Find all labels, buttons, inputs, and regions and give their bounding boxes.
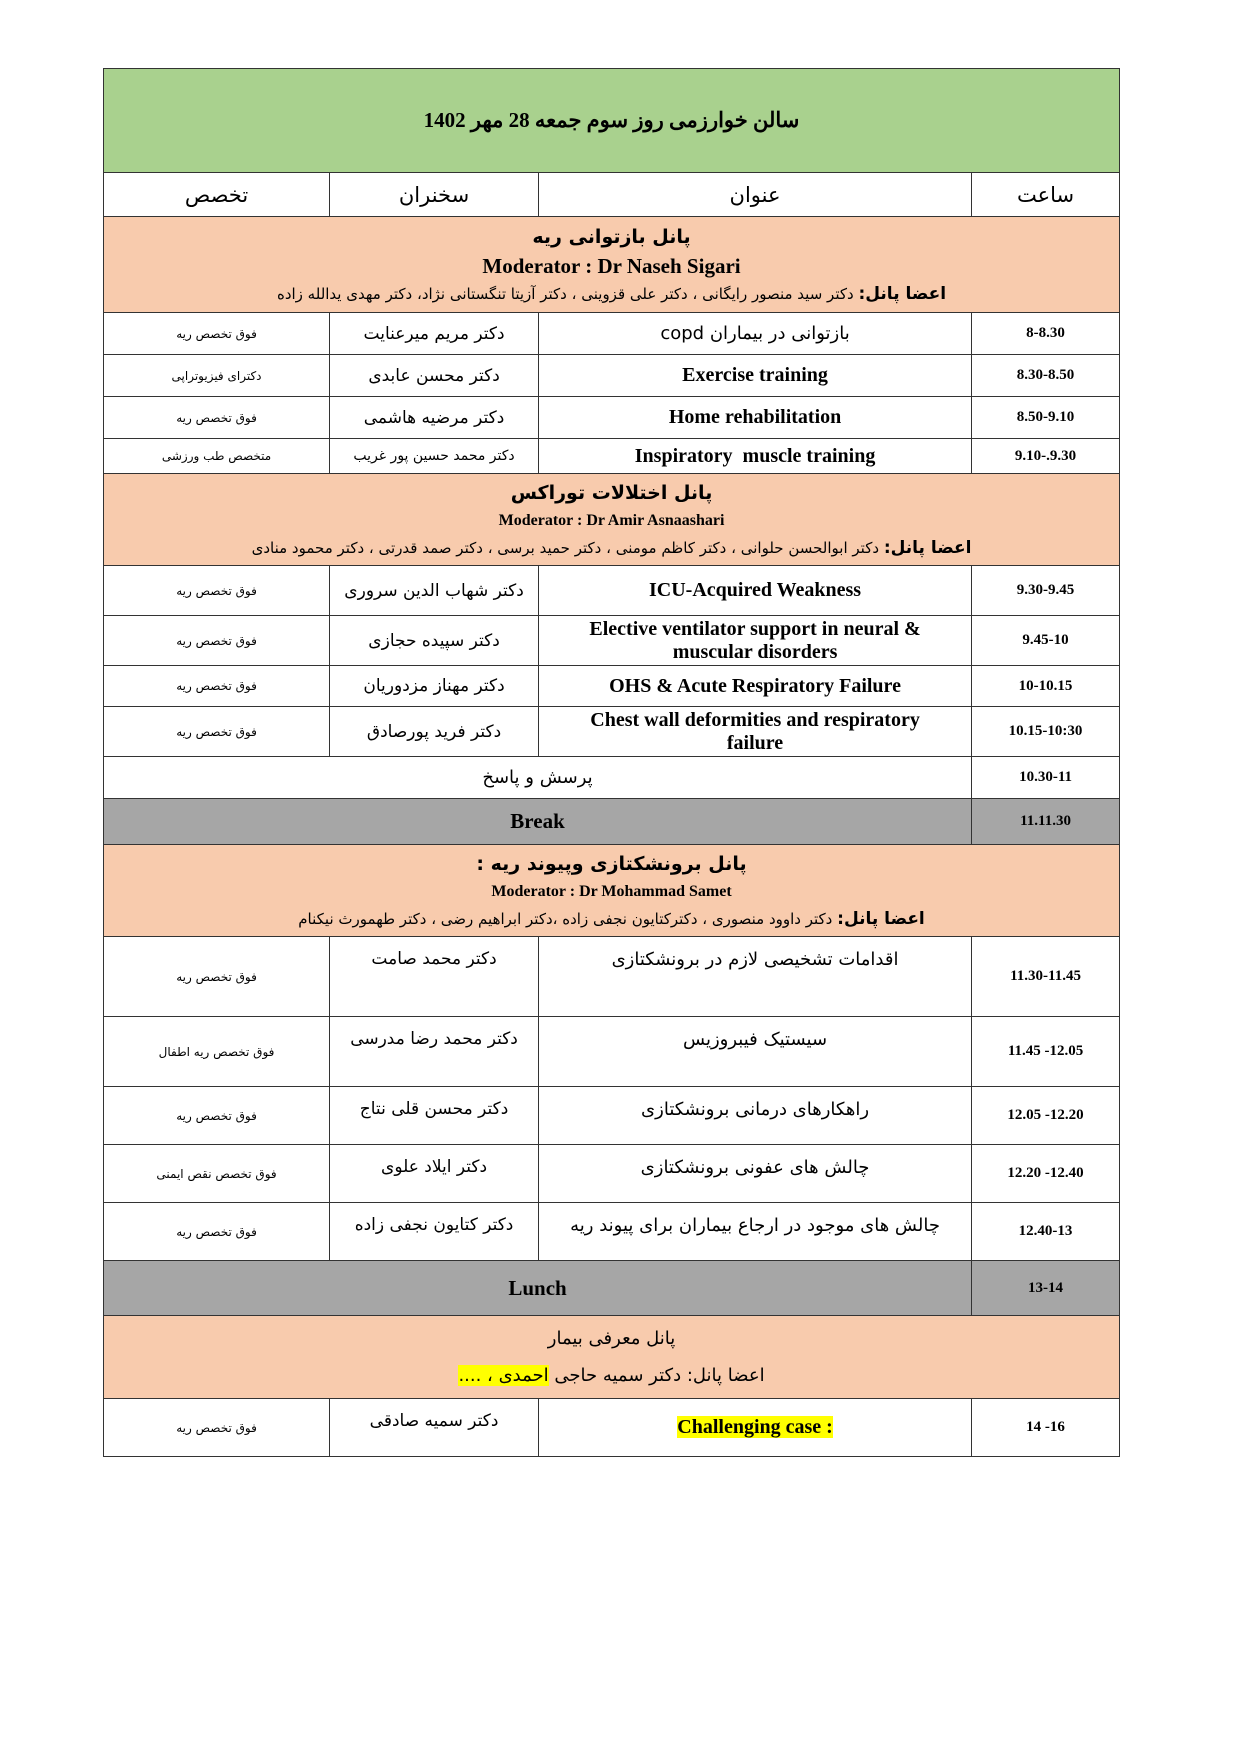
session-topic: راهکارهای درمانی برونشکتازی xyxy=(539,1087,972,1145)
session-topic: Home rehabilitation xyxy=(539,397,972,439)
session-topic: ICU-Acquired Weakness xyxy=(539,566,972,616)
table-row: 10.15-10:30 Chest wall deformities and respiratory failure دکتر فرید پورصادق فوق تخصص ریه xyxy=(104,707,1120,757)
table-row: 8.50-9.10 Home rehabilitation دکتر مرضیه هاشمی فوق تخصص ریه xyxy=(104,397,1120,439)
panel-title: پانل برونشکتازی وپیوند ریه : xyxy=(476,852,747,875)
session-topic: چالش های عفونی برونشکتازی xyxy=(539,1145,972,1203)
panel-members: اعضا پانل: دکتر داوود منصوری ، دکترکتایون نجفی زاده ،دکتر ابراهیم رضی ، دکتر طهمورث نیکنام xyxy=(298,908,925,929)
session-topic: Elective ventilator support in neural & muscular disorders xyxy=(539,616,972,666)
table-row: 10-10.15 OHS & Acute Respiratory Failure دکتر مهناز مزدوریان فوق تخصص ریه xyxy=(104,666,1120,707)
panel-members: اعضا پانل: دکتر ابوالحسن حلوانی ، دکتر کاظم مومنی ، دکتر حمید برسی ، دکتر صمد قدرتی ، دکتر محمود منادی xyxy=(251,537,972,558)
header-speaker: سخنران xyxy=(330,173,539,217)
schedule-table xyxy=(103,68,1120,1457)
table-row: 12.40-13 چالش های موجود در ارجاع بیماران برای پیوند ریه دکتر کتایون نجفی زاده فوق تخصص ریه xyxy=(104,1203,1120,1261)
session-topic: اقدامات تشخیصی لازم در برونشکتازی xyxy=(539,937,972,1017)
panel-moderator: Moderator : Dr Mohammad Samet xyxy=(491,882,732,900)
panel-members-label: اعضا پانل: xyxy=(883,537,972,558)
break-row: 11.11.30 Break xyxy=(104,799,1120,845)
table-row: 12.05 -12.20 راهکارهای درمانی برونشکتازی دکتر محسن قلی نتاج فوق تخصص ریه xyxy=(104,1087,1120,1145)
session-topic: سیستیک فیبروزیس xyxy=(539,1017,972,1087)
table-row: 9.30-9.45 ICU-Acquired Weakness دکتر شهاب الدین سروری فوق تخصص ریه xyxy=(104,566,1120,616)
panel-title: پانل معرفی بیمار xyxy=(547,1328,676,1349)
panel-members-label: اعضا پانل: xyxy=(837,908,925,929)
table-row: 8.30-8.50 Exercise training دکتر محسن عابدی دکترای فیزیوتراپی xyxy=(104,355,1120,397)
session-topic: Inspiratory muscle training xyxy=(539,439,972,474)
session-topic: OHS & Acute Respiratory Failure xyxy=(539,666,972,707)
table-row: 8-8.30 بازتوانی در بیماران copd دکتر مریم میرعنایت فوق تخصص ریه xyxy=(104,313,1120,355)
session-topic: Challenging case : xyxy=(539,1399,972,1457)
table-row: 11.30-11.45 اقدامات تشخیصی لازم در برونشکتازی دکتر محمد صامت فوق تخصص ریه xyxy=(104,937,1120,1017)
break-row: 13-14 Lunch xyxy=(104,1261,1120,1316)
panel-moderator: Moderator : Dr Amir Asnaashari xyxy=(498,511,725,529)
page-title: سالن خوارزمی روز سوم جمعه 28 مهر 1402 xyxy=(104,69,1120,173)
panel-header xyxy=(104,217,1120,313)
table-row: 9.10-.9.30 Inspiratory muscle training دکتر محمد حسین پور غریب متخصص طب ورزشی xyxy=(104,439,1120,474)
qa-row: 10.30-11 پرسش و پاسخ xyxy=(104,757,1120,799)
panel-members-label: اعضا پانل: xyxy=(858,283,947,304)
panel-title: پانل اختلالات توراکس xyxy=(510,481,713,504)
panel-header xyxy=(104,845,1120,937)
break-label: Lunch xyxy=(104,1261,972,1316)
session-topic: Exercise training xyxy=(539,355,972,397)
header-specialty: تخصص xyxy=(104,173,330,217)
panel-header xyxy=(104,1316,1120,1399)
panel-moderator: Moderator : Dr Naseh Sigari xyxy=(482,253,741,278)
qa-label: پرسش و پاسخ xyxy=(104,757,972,799)
session-topic: بازتوانی در بیماران copd xyxy=(539,313,972,355)
header-time: ساعت xyxy=(972,173,1120,217)
table-row: 11.45 -12.05 سیستیک فیبروزیس دکتر محمد رضا مدرسی فوق تخصص ریه اطفال xyxy=(104,1017,1120,1087)
header-topic: عنوان xyxy=(539,173,972,217)
panel-title: پانل بازتوانی ریه xyxy=(532,225,691,248)
panel-header xyxy=(104,474,1120,566)
panel-members: اعضا پانل: دکتر سید منصور رایگانی ، دکتر علی قزوینی ، دکتر آزیتا تنگستانی نژاد، دکتر مهدی یدالله زاده xyxy=(276,283,947,304)
panel-members: اعضا پانل: دکتر سمیه حاجی احمدی ، .... xyxy=(458,1365,765,1386)
session-topic: چالش های موجود در ارجاع بیماران برای پیوند ریه xyxy=(539,1203,972,1261)
panel-members-label: اعضا پانل: xyxy=(686,1365,765,1386)
session-topic: Chest wall deformities and respiratory failure xyxy=(539,707,972,757)
break-label: Break xyxy=(104,799,972,845)
table-row: 14 -16 Challenging case : دکتر سمیه صادقی فوق تخصص ریه xyxy=(104,1399,1120,1457)
table-row: 9.45-10 Elective ventilator support in neural & muscular disorders دکتر سپیده حجازی فوق تخصص ریه xyxy=(104,616,1120,666)
table-row: 12.20 -12.40 چالش های عفونی برونشکتازی دکتر ایلاد علوی فوق تخصص نقص ایمنی xyxy=(104,1145,1120,1203)
